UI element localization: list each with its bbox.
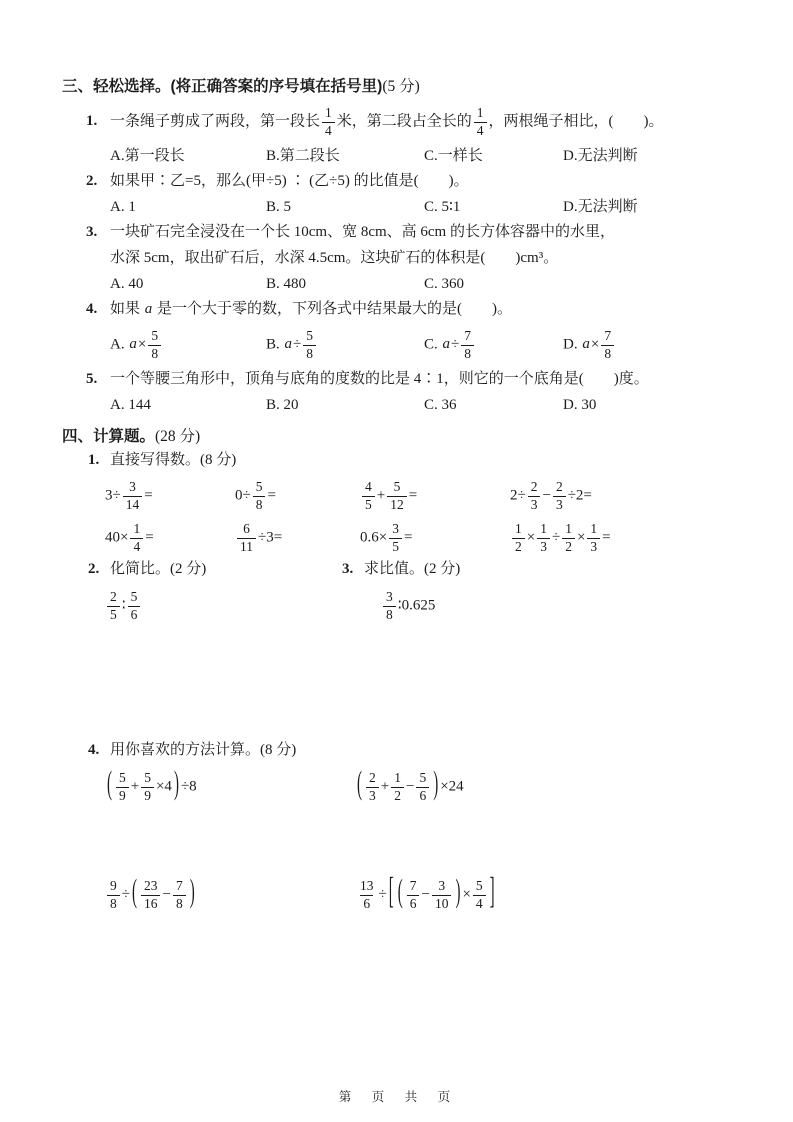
calc-sub1 xyxy=(62,450,745,559)
question-2-options xyxy=(62,195,745,220)
calc-sub3-title: 求比值。 xyxy=(364,561,425,577)
fraction: $\frac{5}{8}$ xyxy=(148,329,161,361)
tall-delimiter: ) xyxy=(189,875,195,911)
option-c: C. 5∶1 xyxy=(424,198,461,215)
fraction: $\frac{2}{3}$ xyxy=(553,480,566,512)
math-variable: a xyxy=(582,336,590,353)
expression: $\frac{6}{11}$ ÷3= xyxy=(235,522,360,554)
expression: 2÷ $\frac{2}{3}$ − $\frac{2}{3}$ ÷2= xyxy=(510,478,592,512)
calc-sub1-title: 直接写得数。 xyxy=(110,452,201,468)
fraction: $\frac{9}{8}$ xyxy=(107,879,120,911)
question-2 xyxy=(62,169,745,220)
question-2-number: 2. xyxy=(86,173,98,190)
question-5-options xyxy=(62,393,745,418)
option-b: B. 5 xyxy=(266,198,292,215)
option-a: A. 40 xyxy=(110,275,144,292)
fraction: $\frac{2}{5}$ xyxy=(107,590,120,622)
expression: $\frac{3}{8}$ ∶0.625 xyxy=(381,590,745,622)
fraction: $\frac{5}{8}$ xyxy=(253,480,266,512)
calc-sub4-title: 用你喜欢的方法计算。 xyxy=(110,742,261,758)
question-1 xyxy=(62,100,745,169)
option-c: C. 36 xyxy=(424,396,457,413)
tall-delimiter: ( xyxy=(397,875,403,911)
question-3-text-line1: 一块矿石完全浸没在一个长 10cm、宽 8cm、高 6cm 的长方体容器中的水里， xyxy=(110,224,615,241)
fraction: $\frac{1}{2}$ xyxy=(512,522,525,554)
expression: 40× $\frac{1}{4}$ = xyxy=(105,520,154,554)
calc-sub4-row-2 xyxy=(62,873,745,917)
section-choice xyxy=(62,76,745,418)
expression: $\frac{2}{5}$ ∶ $\frac{5}{6}$ xyxy=(105,590,381,622)
tall-delimiter: ( xyxy=(131,875,137,911)
section-calc-title xyxy=(62,426,745,450)
fraction: $\frac{3}{14}$ xyxy=(123,480,143,512)
page-footer-text: 第 页 共 页 xyxy=(338,1089,455,1104)
option-b: B. 480 xyxy=(266,275,307,292)
calc-sub3-points: (2 分) xyxy=(424,561,461,577)
fraction: $\frac{7}{8}$ xyxy=(173,879,186,911)
question-4-options xyxy=(62,323,745,367)
option-d: D. 30 xyxy=(563,396,597,413)
fraction: $\frac{3}{10}$ xyxy=(432,879,452,911)
option-b: B. a÷ $\frac{5}{8}$ xyxy=(266,329,424,361)
fraction: $\frac{13}{6}$ xyxy=(360,877,374,911)
fraction: $\frac{5}{9}$ xyxy=(116,771,129,803)
section-choice-title-points: (5 分) xyxy=(382,78,420,95)
option-c: C. a÷ $\frac{7}{8}$ xyxy=(424,329,563,361)
question-4 xyxy=(62,297,745,367)
fraction: $\frac{1}{3}$ xyxy=(537,522,550,554)
option-a: A.第一段长 xyxy=(110,147,185,164)
fraction: $\frac{7}{8}$ xyxy=(461,329,474,361)
fraction: $\frac{5}{6}$ xyxy=(128,590,141,622)
fraction: $\frac{4}{5}$ xyxy=(362,480,375,512)
expression: $\frac{13}{6}$ ÷ [ ( $\frac{7}{6}$ − $\frac{3}{10}$ ) × $\frac{5}{4}$ ] xyxy=(355,879,745,911)
calc-sub4-row-1 xyxy=(62,765,745,809)
calc-sub2-title: 化简比。 xyxy=(110,561,171,577)
expression: 3÷ $\frac{3}{14}$ = xyxy=(105,478,153,512)
fraction: $\frac{1}{2}$ xyxy=(391,771,404,803)
option-a: A. 144 xyxy=(110,396,151,413)
expression: 0.6× $\frac{3}{5}$ = xyxy=(360,520,413,554)
calc-row-2 xyxy=(62,517,745,559)
tall-delimiter: ) xyxy=(455,875,461,911)
question-1-text: 一条绳子剪成了两段，第一段长 $\frac{1}{4}$ 米，第二段占全长的 $\frac{1}{4}$ ，两根绳子相比，( )。 xyxy=(110,104,664,138)
expression: ( $\frac{2}{3}$ + $\frac{1}{2}$ − $\frac{5}{6}$ ) ×24 xyxy=(355,771,745,803)
fraction: $\frac{6}{11}$ xyxy=(237,522,256,554)
section-choice-title-main: 三、轻松选择。(将正确答案的序号填在括号里) xyxy=(62,78,383,95)
option-c: C.一样长 xyxy=(424,147,483,164)
fraction: $\frac{5}{9}$ xyxy=(141,771,154,803)
fraction: $\frac{1}{3}$ xyxy=(587,522,600,554)
calc-row-1 xyxy=(62,475,745,517)
question-3 xyxy=(62,220,745,297)
math-variable: a xyxy=(129,336,137,353)
fraction: $\frac{3}{5}$ xyxy=(389,522,402,554)
question-1-options xyxy=(62,144,745,169)
calc-sub1-number: 1. xyxy=(88,452,100,468)
expression: 0÷ $\frac{5}{8}$ = xyxy=(235,478,276,512)
fraction: $\frac{5}{12}$ xyxy=(387,480,407,512)
calc-sub2-sub3-expressions xyxy=(62,584,745,628)
option-b: B. 20 xyxy=(266,396,299,413)
tall-delimiter: ( xyxy=(357,767,362,803)
fraction: $\frac{5}{6}$ xyxy=(416,771,429,803)
fraction: $\frac{1}{4}$ xyxy=(322,106,335,138)
fraction: $\frac{23}{16}$ xyxy=(141,879,161,911)
math-variable: a xyxy=(284,336,293,353)
question-5-number: 5. xyxy=(86,371,98,388)
expression: ( $\frac{5}{9}$ + $\frac{5}{9}$ ×4 ) ÷8 xyxy=(105,771,355,803)
page-footer xyxy=(0,1088,793,1106)
tall-delimiter: ) xyxy=(433,767,439,803)
expression: $\frac{1}{2}$ × $\frac{1}{3}$ ÷ $\frac{1}{2}$ × $\frac{1}{3}$ = xyxy=(510,522,745,554)
question-3-number: 3. xyxy=(86,224,98,241)
section-calc-title-points: (28 分) xyxy=(155,428,201,445)
question-1-number: 1. xyxy=(86,113,98,130)
fraction: $\frac{1}{4}$ xyxy=(474,106,487,138)
question-5-text: 一个等腰三角形中，顶角与底角的度数的比是 4∶1，则它的一个底角是( )度。 xyxy=(110,371,649,388)
fraction: $\frac{7}{8}$ xyxy=(601,329,614,361)
calc-sub2-sub3-headers xyxy=(62,559,745,584)
calc-sub3-number: 3. xyxy=(342,561,354,577)
fraction: $\frac{2}{3}$ xyxy=(366,771,379,803)
option-d: D. a× $\frac{7}{8}$ xyxy=(563,329,745,361)
calc-sub4 xyxy=(62,740,745,917)
tall-delimiter: ) xyxy=(173,767,179,803)
fraction: $\frac{1}{2}$ xyxy=(562,522,575,554)
fraction: $\frac{1}{4}$ xyxy=(130,522,143,554)
fraction: $\frac{2}{3}$ xyxy=(528,480,541,512)
math-variable: a xyxy=(144,301,153,318)
fraction: $\frac{5}{8}$ xyxy=(303,329,316,361)
expression: $\frac{4}{5}$ + $\frac{5}{12}$ = xyxy=(360,480,510,512)
section-calc-title-main: 四、计算题。 xyxy=(62,428,156,445)
section-calc xyxy=(62,426,745,917)
option-a: A. 1 xyxy=(110,198,136,215)
question-4-text: 如果 a 是一个大于零的数，下列各式中结果最大的是( )。 xyxy=(110,301,513,318)
tall-delimiter: ( xyxy=(107,767,112,803)
math-variable: a xyxy=(442,336,451,353)
calc-sub1-points: (8 分) xyxy=(200,452,237,468)
section-choice-title xyxy=(62,76,745,100)
option-c: C. 360 xyxy=(424,275,465,292)
question-3-text-line2: 水深 5cm，取出矿石后，水深 4.5cm。这块矿石的体积是( )cm³。 xyxy=(110,250,559,267)
fraction: $\frac{3}{8}$ xyxy=(383,590,396,622)
question-3-options xyxy=(62,272,745,297)
option-d: D.无法判断 xyxy=(563,198,638,215)
expression: $\frac{9}{8}$ ÷ ( $\frac{23}{16}$ − $\frac{7}{8}$ ) xyxy=(105,879,355,911)
calc-sub2-number: 2. xyxy=(88,561,100,577)
option-a: A. a× $\frac{5}{8}$ xyxy=(110,329,266,361)
calc-sub4-points: (8 分) xyxy=(260,742,297,758)
option-b: B.第二段长 xyxy=(266,147,340,164)
tall-delimiter: [ xyxy=(388,873,394,913)
option-d: D.无法判断 xyxy=(563,147,638,164)
question-4-number: 4. xyxy=(86,301,98,318)
calc-sub2-points: (2 分) xyxy=(170,561,207,577)
question-2-text: 如果甲∶乙=5，那么(甲÷5) ∶ (乙÷5) 的比值是( )。 xyxy=(110,173,469,190)
tall-delimiter: ] xyxy=(489,873,495,913)
calc-sub4-number: 4. xyxy=(88,742,100,758)
fraction: $\frac{7}{6}$ xyxy=(407,879,420,911)
question-5 xyxy=(62,367,745,418)
fraction: $\frac{5}{4}$ xyxy=(473,879,486,911)
